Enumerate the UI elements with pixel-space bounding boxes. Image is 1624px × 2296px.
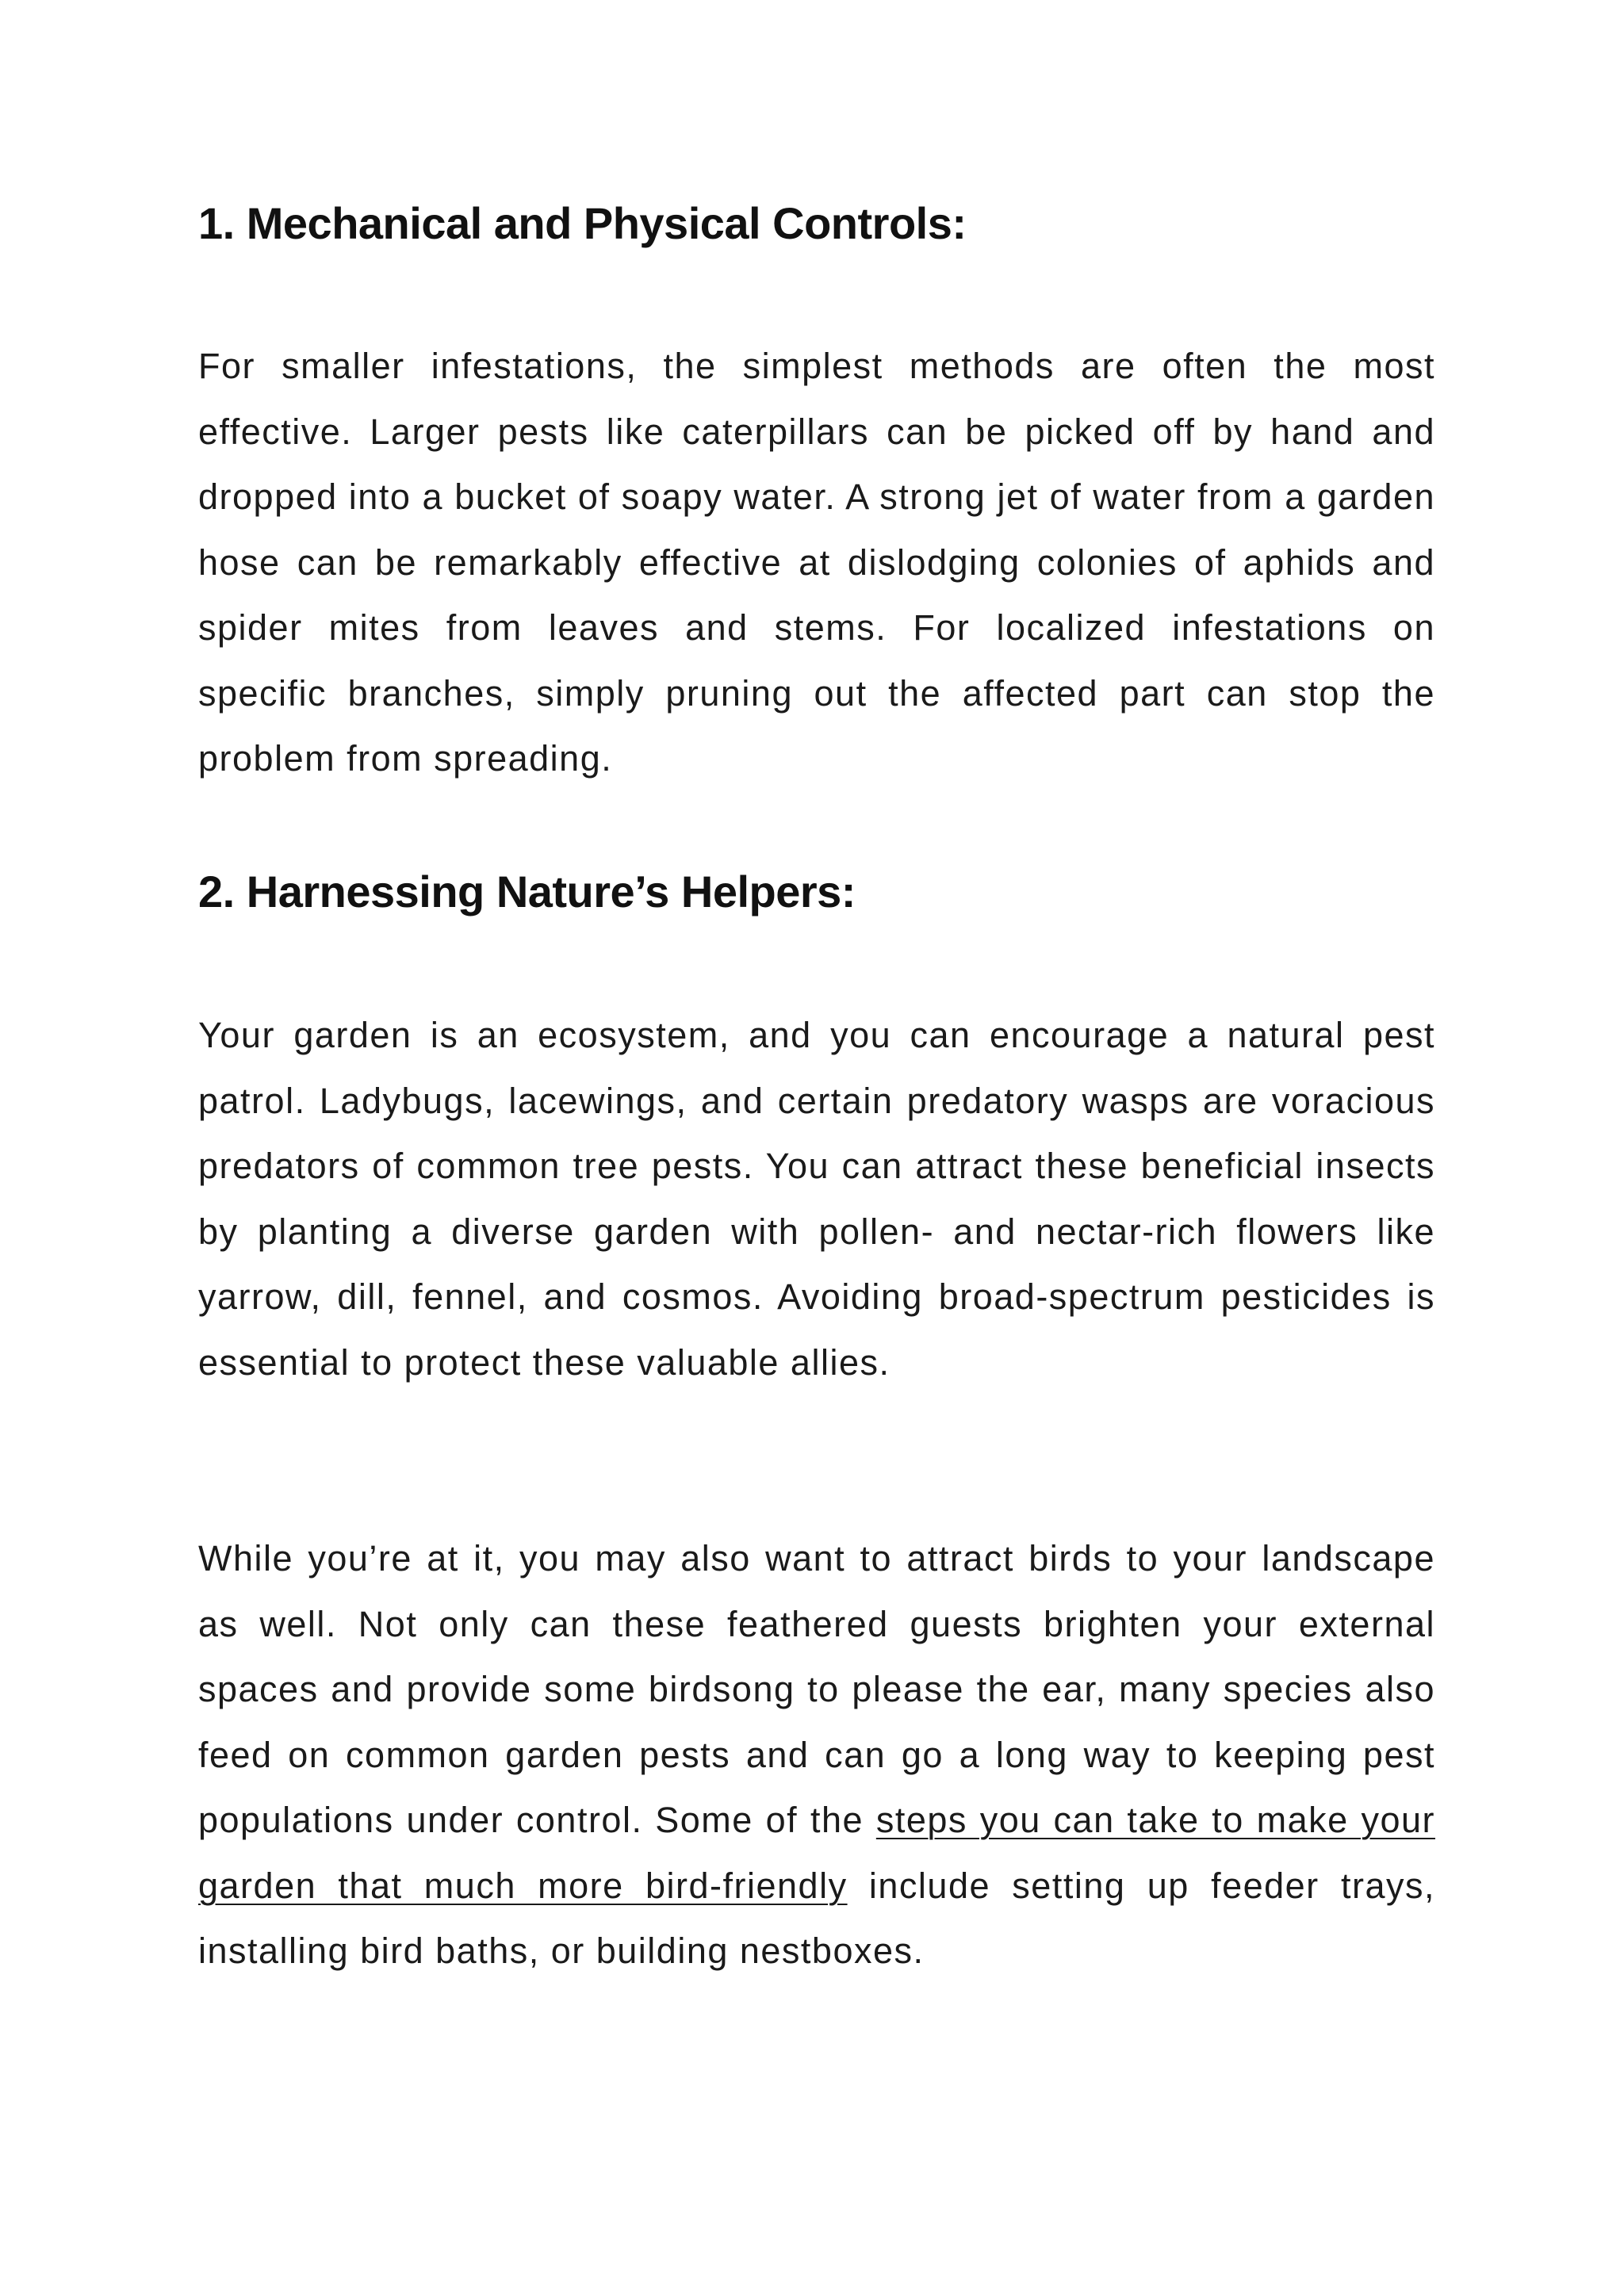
paragraph-mechanical-controls: For smaller infestations, the simplest methods are often the most effective. Larger pests like caterpillars can be picked off by hand and dropped into a bucket of soapy water. A strong jet of water from a garden hose can be remarkably effective at dislodging colonies of aphids and spider mites from leaves and stems. For localized infestations on specific branches, simply pruning out the affected part can stop the problem from spreading. xyxy=(198,346,1435,779)
bird-friendly-garden-link[interactable]: steps you can take to make your garden that much more bird-friendly xyxy=(198,1800,1435,1906)
paragraph-attract-birds xyxy=(198,1526,1435,1984)
section-heading-natures-helpers: 2. Harnessing Nature’s Helpers: xyxy=(198,867,856,916)
paragraph-natures-helpers: Your garden is an ecosystem, and you can encourage a natural pest patrol. Ladybugs, lacewings, and certain predatory wasps are voracious predators of common tree pests. You can attract these beneficial insects by planting a diverse garden with pollen- and nectar-rich flowers like yarrow, dill, fennel, and cosmos. Avoiding broad-spectrum pesticides is essential to protect these valuable allies. xyxy=(198,1015,1435,1383)
section-heading-mechanical-controls: 1. Mechanical and Physical Controls: xyxy=(198,198,967,248)
birds-text-after-link: include setting up feeder trays, installing bird baths, or building nestboxes. xyxy=(198,1865,1435,1971)
birds-text-before-link: While you’re at it, you may also want to attract birds to your landscape as well. Not only can these feathered guests brighten your external spaces and provide some birdsong to please the ear, many species also feed on common garden pests and can go a long way to keeping pest populations under control. Some of the xyxy=(198,1538,1435,1840)
